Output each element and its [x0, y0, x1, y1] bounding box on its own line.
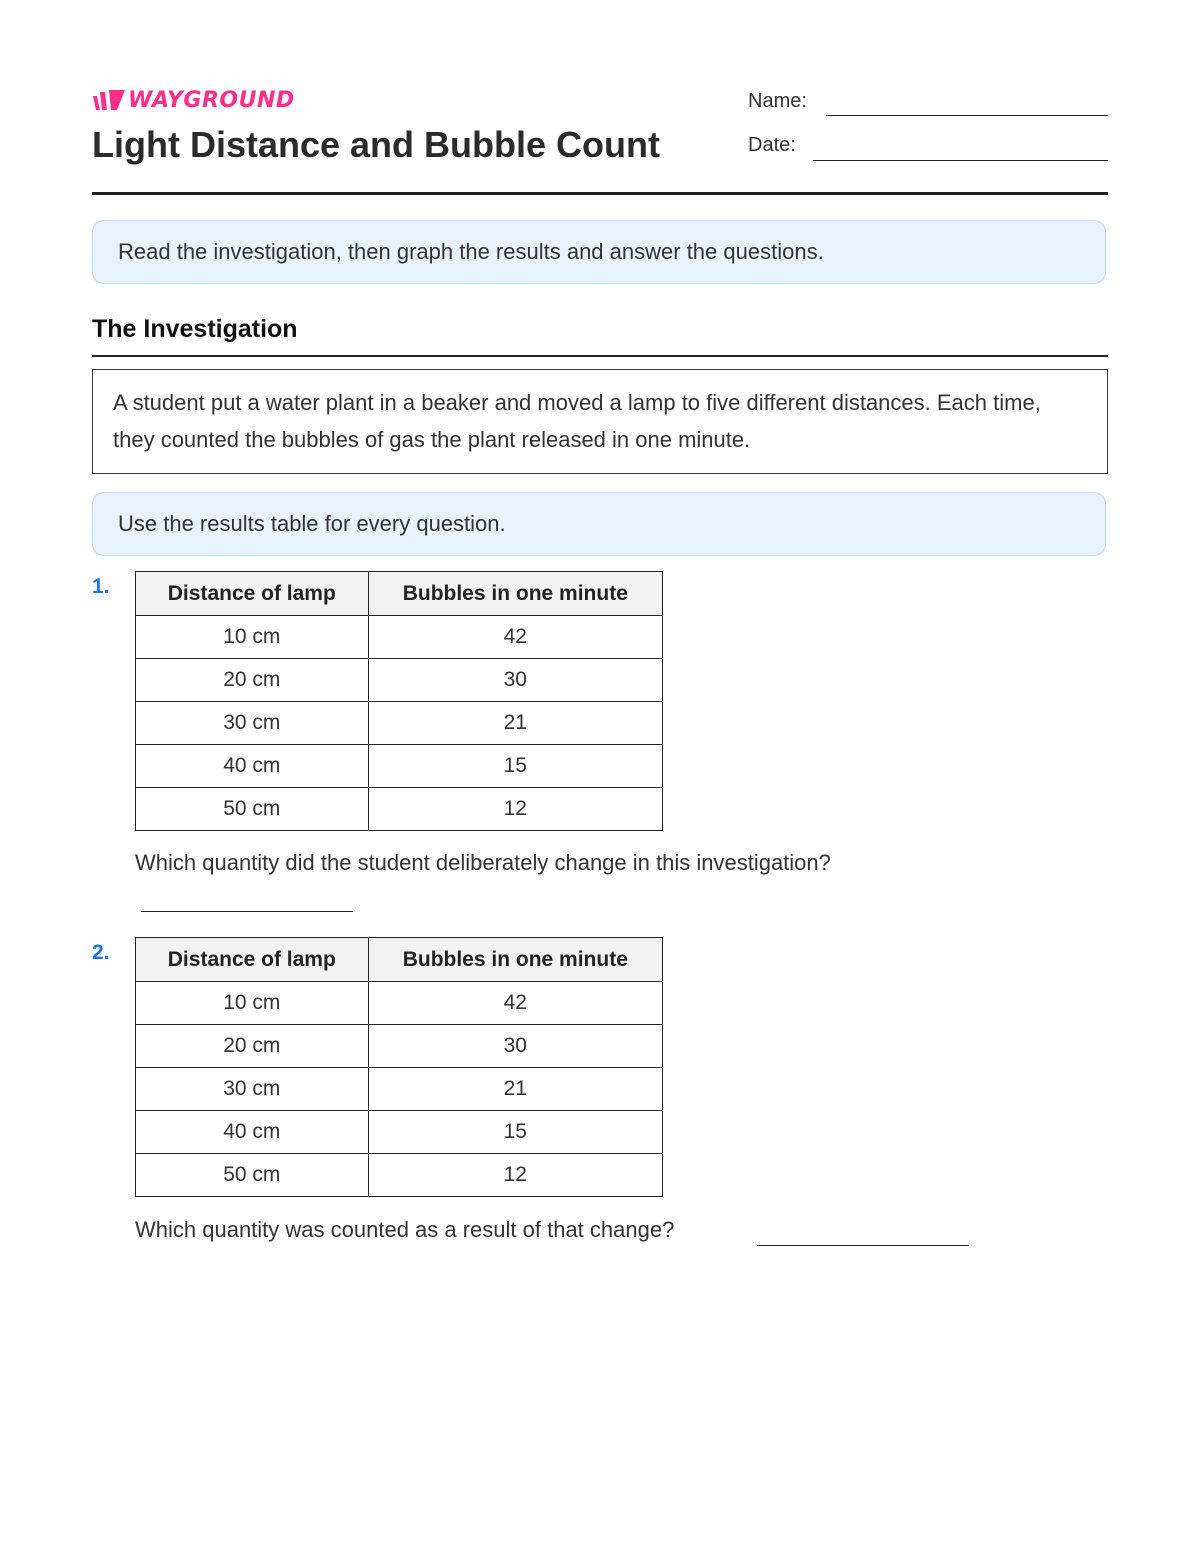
table-row	[136, 1154, 663, 1197]
results-table	[135, 571, 663, 831]
table-row	[136, 745, 663, 788]
results-table	[135, 937, 663, 1197]
distance-cell: 10 cm	[136, 982, 369, 1025]
table-note-text: Use the results table for every question.	[118, 511, 506, 536]
table-note-box	[92, 492, 1106, 556]
distance-cell: 10 cm	[136, 616, 369, 659]
brand-logo	[92, 87, 295, 113]
brand-name: WAYGROUND	[128, 87, 295, 113]
question-prompt: Which quantity did the student deliberately change in this investigation?	[135, 850, 831, 875]
table-header-row	[136, 572, 663, 616]
distance-cell: 20 cm	[136, 1025, 369, 1068]
investigation-passage: A student put a water plant in a beaker and moved a lamp to five different distances. Each time, they counted the bubbles of gas the plant released in one minute.	[92, 369, 1108, 474]
table-row	[136, 659, 663, 702]
bubbles-cell: 30	[368, 659, 662, 702]
table-row	[136, 1068, 663, 1111]
distance-cell: 30 cm	[136, 702, 369, 745]
table-row	[136, 788, 663, 831]
distance-cell: 30 cm	[136, 1068, 369, 1111]
table-row	[136, 982, 663, 1025]
table-row	[136, 702, 663, 745]
question-prompt: Which quantity was counted as a result of that change?	[135, 1217, 675, 1242]
section-heading: The Investigation	[92, 315, 298, 343]
answer-blank-2[interactable]	[757, 1245, 969, 1246]
bubbles-cell: 21	[368, 1068, 662, 1111]
distance-cell: 50 cm	[136, 1154, 369, 1197]
distance-cell: 20 cm	[136, 659, 369, 702]
bubbles-cell: 15	[368, 1111, 662, 1154]
instructions-box	[92, 220, 1106, 284]
column-header: Bubbles in one minute	[368, 938, 662, 982]
column-header: Bubbles in one minute	[368, 572, 662, 616]
answer-blank-1[interactable]	[141, 911, 353, 912]
table-row	[136, 1025, 663, 1068]
question-number: 1.	[92, 575, 110, 598]
question-number: 2.	[92, 941, 110, 964]
name-label: Name:	[748, 90, 807, 112]
distance-cell: 50 cm	[136, 788, 369, 831]
table-row	[136, 1111, 663, 1154]
page-title: Light Distance and Bubble Count	[92, 124, 660, 165]
instructions-text: Read the investigation, then graph the results and answer the questions.	[118, 239, 824, 264]
header-divider	[92, 192, 1108, 195]
bubbles-cell: 21	[368, 702, 662, 745]
bubbles-cell: 42	[368, 982, 662, 1025]
column-header: Distance of lamp	[136, 938, 369, 982]
distance-cell: 40 cm	[136, 745, 369, 788]
distance-cell: 40 cm	[136, 1111, 369, 1154]
bubbles-cell: 12	[368, 788, 662, 831]
bubbles-cell: 12	[368, 1154, 662, 1197]
date-label: Date:	[748, 134, 796, 156]
wayground-logo-icon	[92, 88, 126, 112]
date-field[interactable]	[813, 160, 1108, 161]
bubbles-cell: 15	[368, 745, 662, 788]
name-field[interactable]	[826, 115, 1108, 116]
table-header-row	[136, 938, 663, 982]
section-divider	[92, 355, 1108, 357]
bubbles-cell: 42	[368, 616, 662, 659]
bubbles-cell: 30	[368, 1025, 662, 1068]
column-header: Distance of lamp	[136, 572, 369, 616]
table-row	[136, 616, 663, 659]
